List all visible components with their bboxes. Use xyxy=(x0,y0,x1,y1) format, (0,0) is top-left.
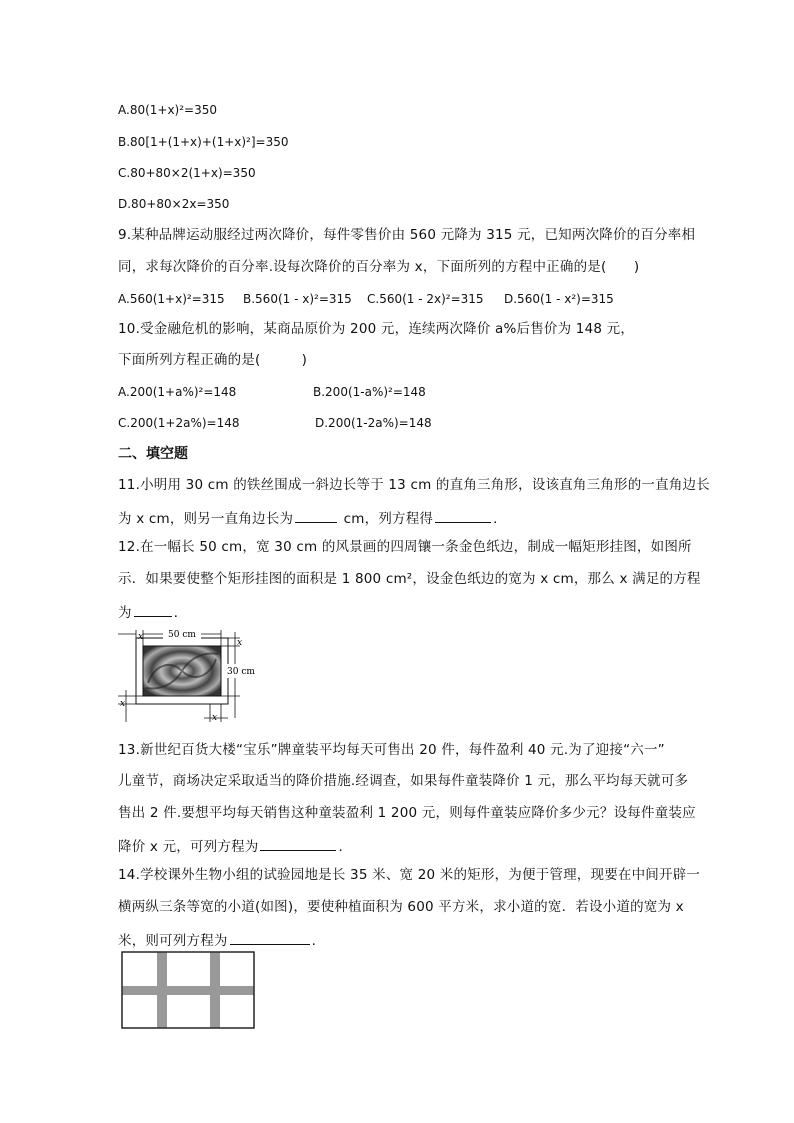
q13-text-b: . xyxy=(338,839,343,855)
q9-option-a: A.560(1+x)²=315 xyxy=(118,292,225,306)
q14-stem-line-1: 14.学校课外生物小组的试验园地是长 35 米、宽 20 米的矩形，为便于管理，现要在中间开辟一 xyxy=(118,867,701,883)
q12-figure-framed-painting xyxy=(118,628,255,723)
q10-stem-line-1: 10.受金融危机的影响，某商品原价为 200 元，连续两次降价 a%后售价为 148 元， xyxy=(118,321,635,337)
q14-figure-garden-paths xyxy=(120,950,256,1030)
q12-label-width: 50 cm xyxy=(168,630,196,640)
q10-option-d: D.200(1-2a%)=148 xyxy=(315,416,432,430)
q13-text-a: 降价 x 元，可列方程为 xyxy=(118,839,259,855)
q12-stem-line-3 xyxy=(118,604,187,621)
q13-stem-line-2: 儿童节，商场决定采取适当的降价措施.经调查，如果每件童装降价 1 元，那么平均每天就可多 xyxy=(118,773,689,789)
q12-text-b: ． xyxy=(173,605,188,621)
q14-text-b: . xyxy=(311,933,317,949)
q10-option-c: C.200(1+2a%)=148 xyxy=(118,416,240,430)
section-title-fill-in: 二、填空题 xyxy=(118,446,188,462)
q12-label-height: 30 cm xyxy=(227,667,255,677)
q14-stem-line-2: 横两纵三条等宽的小道(如图)，要使种植面积为 600 平方米，求小道的宽．若设小道的宽为 x xyxy=(118,899,684,915)
q11-stem-line-1: 11.小明用 30 cm 的铁丝围成一斜边长等于 13 cm 的直角三角形，设该直角三角形的一直角边长 xyxy=(118,477,710,493)
q8-option-d: D.80+80×2x=350 xyxy=(118,197,230,211)
q10-option-a: A.200(1+a%)²=148 xyxy=(118,385,237,399)
q12-label-x-right: x xyxy=(237,638,243,648)
q14-vertical-path-left xyxy=(157,952,167,1028)
q11-blank-2[interactable] xyxy=(435,510,491,523)
q13-stem-line-4 xyxy=(118,838,343,855)
q9-option-c: C.560(1 - 2x)²=315 xyxy=(367,292,484,306)
q13-stem-line-1: 13.新世纪百货大楼“宝乐”牌童装平均每天可售出 20 件，每件盈利 40 元.为了迎接“六一” xyxy=(118,742,665,758)
q12-label-x-bottom-left: x xyxy=(120,699,126,709)
q11-stem-line-2 xyxy=(118,510,498,527)
q11-text-c: . xyxy=(493,511,498,527)
q8-option-a: A.80(1+x)²=350 xyxy=(118,103,218,117)
q11-text-b: cm，列方程得 xyxy=(339,511,434,527)
q14-text-a: 米，则可列方程为 xyxy=(118,933,228,949)
q8-option-c: C.80+80×2(1+x)=350 xyxy=(118,166,256,180)
q12-blank[interactable] xyxy=(134,604,172,617)
q14-stem-line-3 xyxy=(118,932,316,949)
q10-stem-line-2: 下面所列方程正确的是( ) xyxy=(118,352,308,368)
q12-text-a: 为 xyxy=(118,605,132,621)
q12-stem-line-1: 12.在一幅长 50 cm，宽 30 cm 的风景画的四周镶一条金色纸边，制成一幅矩形挂图，如图所 xyxy=(118,539,692,555)
q13-blank[interactable] xyxy=(260,838,336,851)
q14-blank[interactable] xyxy=(230,932,310,945)
q12-stem-line-2: 示．如果要使整个矩形挂图的面积是 1 800 cm²，设金色纸边的宽为 x cm，那么 x 满足的方程 xyxy=(118,571,701,587)
q13-stem-line-3: 售出 2 件.要想平均每天销售这种童装盈利 1 200 元，则每件童装应降价多少元？设每件童装应 xyxy=(118,805,696,821)
q9-option-b: B.560(1 - x)²=315 xyxy=(243,292,352,306)
q10-option-b: B.200(1-a%)²=148 xyxy=(313,385,426,399)
q11-blank-1[interactable] xyxy=(295,510,337,523)
q9-stem-line-2: 同，求每次降价的百分率.设每次降价的百分率为 x，下面所列的方程中正确的是( ) xyxy=(118,259,640,275)
q11-text-a: 为 x cm，则另一直角边长为 xyxy=(118,511,294,527)
q12-label-x-top: x xyxy=(138,632,144,642)
q8-option-b: B.80[1+(1+x)+(1+x)²]=350 xyxy=(118,135,289,149)
q12-label-x-bottom-right: x xyxy=(212,713,218,723)
q14-horizontal-path xyxy=(122,986,254,995)
q9-option-d: D.560(1 - x²)=315 xyxy=(504,292,614,306)
q9-stem-line-1: 9.某种品牌运动服经过两次降价，每件零售价由 560 元降为 315 元，已知两次降价的百分率相 xyxy=(118,227,696,243)
q14-vertical-path-right xyxy=(210,952,220,1028)
